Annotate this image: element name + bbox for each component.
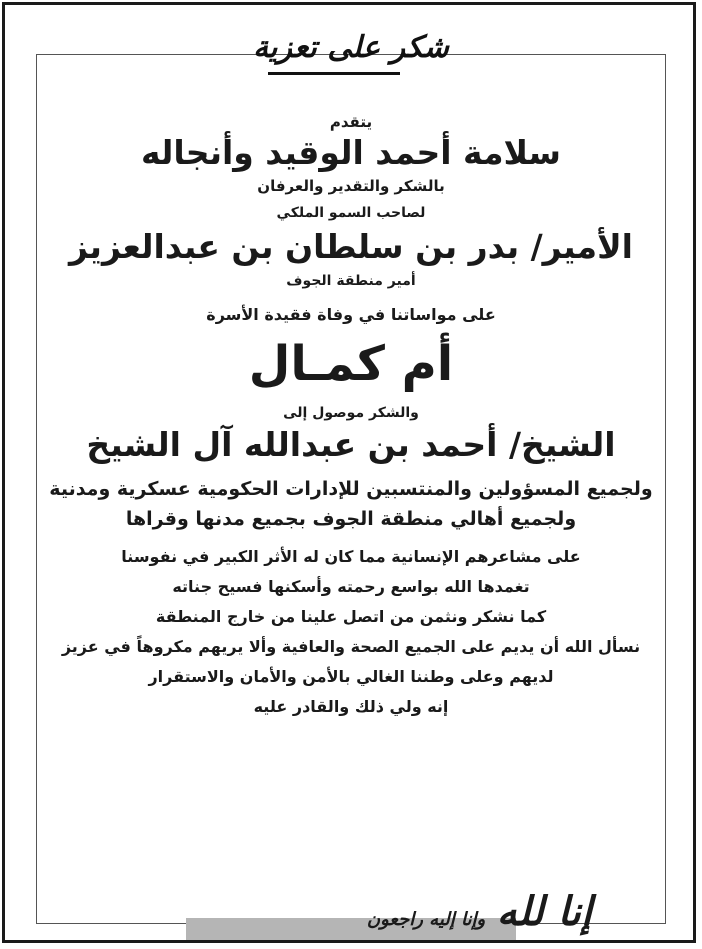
officials-line: ولجميع المسؤولين والمنتسبين للإدارات الحكومية عسكرية ومدنية [49, 478, 653, 500]
prayer-line: تغمدها الله بواسع رحمته وأسكنها فسيح جناته [172, 577, 530, 596]
sheikh-name: الشيخ/ أحمد بن عبدالله آل الشيخ [86, 425, 616, 464]
sender-name: سلامة أحمد الوقيد وأنجاله [140, 133, 562, 172]
closing-line: إنه ولي ذلك والقادر عليه [253, 697, 449, 716]
deceased-name: أم كمـال [248, 336, 454, 392]
verse-rest: وإنا إليه راجعون [366, 909, 486, 930]
homeland-line: لديهم وعلى وطننا الغالي بالأمن والأمان والاستقرار [148, 667, 554, 686]
royal-title-line: لصاحب السمو الملكي [276, 205, 426, 221]
verse-main: إنا لله [496, 888, 592, 935]
heading-title: شكر على تعزية [253, 30, 449, 65]
quran-verse [367, 888, 592, 935]
thanks-extended-line: والشكر موصول إلى [283, 405, 419, 421]
prince-position: أمير منطقة الجوف [286, 273, 416, 289]
title-underline [268, 72, 400, 75]
feelings-line: على مشاعرهم الإنسانية مما كان له الأثر الكبير في نفوسنا [121, 547, 581, 566]
residents-line: ولجميع أهالي منطقة الجوف بجميع مدنها وقراها [125, 508, 577, 530]
gratitude-line: بالشكر والتقدير والعرفان [257, 177, 445, 195]
intro-line: يتقدم [329, 113, 373, 131]
announcement-body [40, 108, 662, 718]
condolence-line: على مواساتنا في وفاة فقيدة الأسرة [206, 305, 496, 324]
outside-callers-line: كما نشكر ونثمن من اتصل علينا من خارج المنطقة [155, 607, 547, 626]
wishes-line: نسأل الله أن يديم على الجميع الصحة والعافية وألا يريهم مكروهاً في عزيز [61, 637, 641, 656]
prince-name: الأمير/ بدر بن سلطان بن عبدالعزيز [69, 227, 633, 266]
